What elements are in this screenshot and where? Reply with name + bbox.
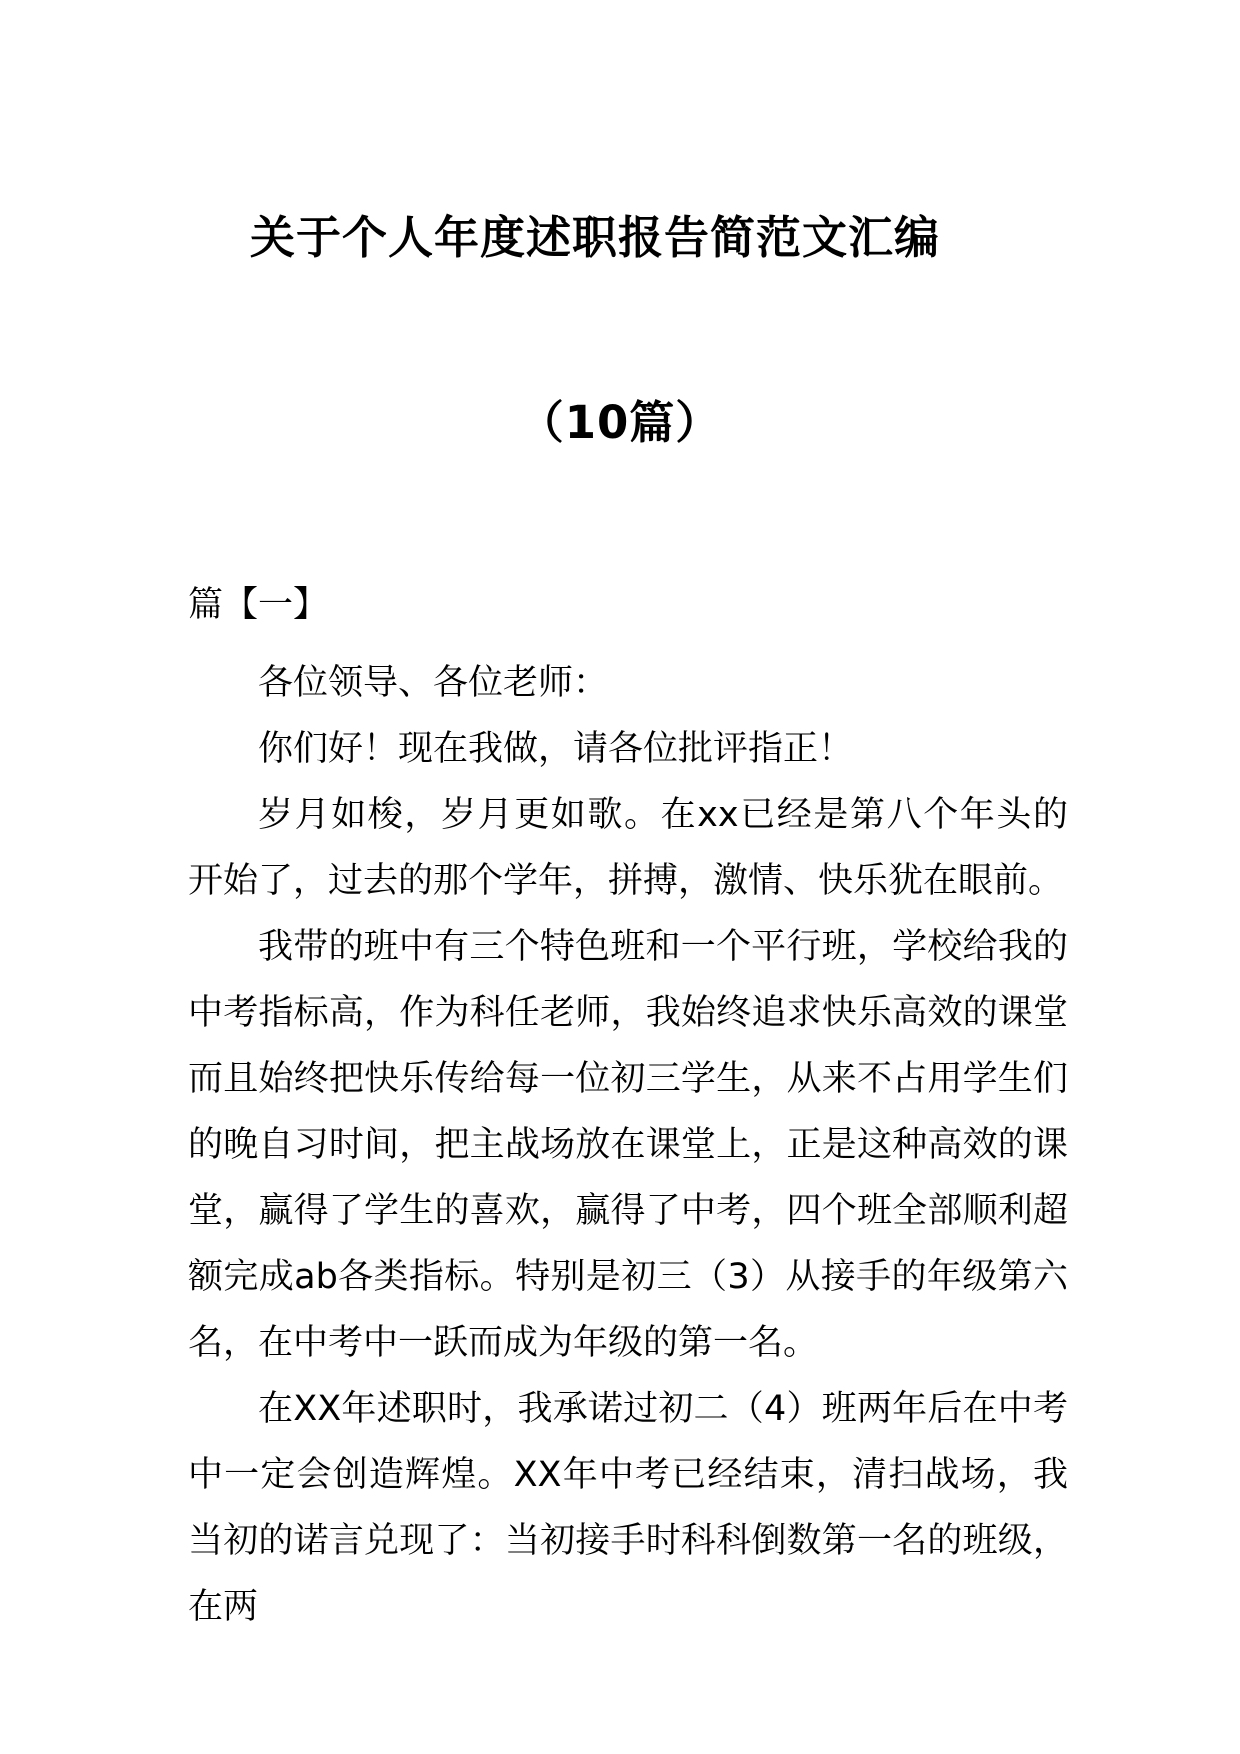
paragraph-intro: 岁月如梭，岁月更如歌。在xx已经是第八个年头的开始了，过去的那个学年，拼搏，激情、快乐犹在眼前。 <box>188 795 1068 901</box>
paragraph-promise: 在XX年述职时，我承诺过初二（4）班两年后在中考中一定会创造辉煌。XX年中考已经结束，清扫战场，我当初的诺言兑现了：当初接手时科科倒数第一名的班级，在两 <box>188 1389 1068 1627</box>
document-subtitle: （10篇） <box>518 396 722 449</box>
paragraph-salutation: 各位领导、各位老师： <box>258 663 609 703</box>
body-text <box>188 650 1068 1640</box>
section-label: 篇【一】 <box>188 585 329 625</box>
document-title: 关于个人年度述职报告简范文汇编 <box>249 211 940 264</box>
paragraph-classes: 我带的班中有三个特色班和一个平行班，学校给我的中考指标高，作为科任老师，我始终追求快乐高效的课堂而且始终把快乐传给每一位初三学生，从来不占用学生们的晚自习时间，把主战场放在课堂上，正是这种高效的课堂，赢得了学生的喜欢，赢得了中考，四个班全部顺利超额完成ab各类指标。特别是初三（3）从接手的年级第六名，在中考中一跃而成为年级的第一名。 <box>188 927 1068 1363</box>
paragraph-greeting: 你们好！现在我做，请各位批评指正！ <box>258 729 854 769</box>
